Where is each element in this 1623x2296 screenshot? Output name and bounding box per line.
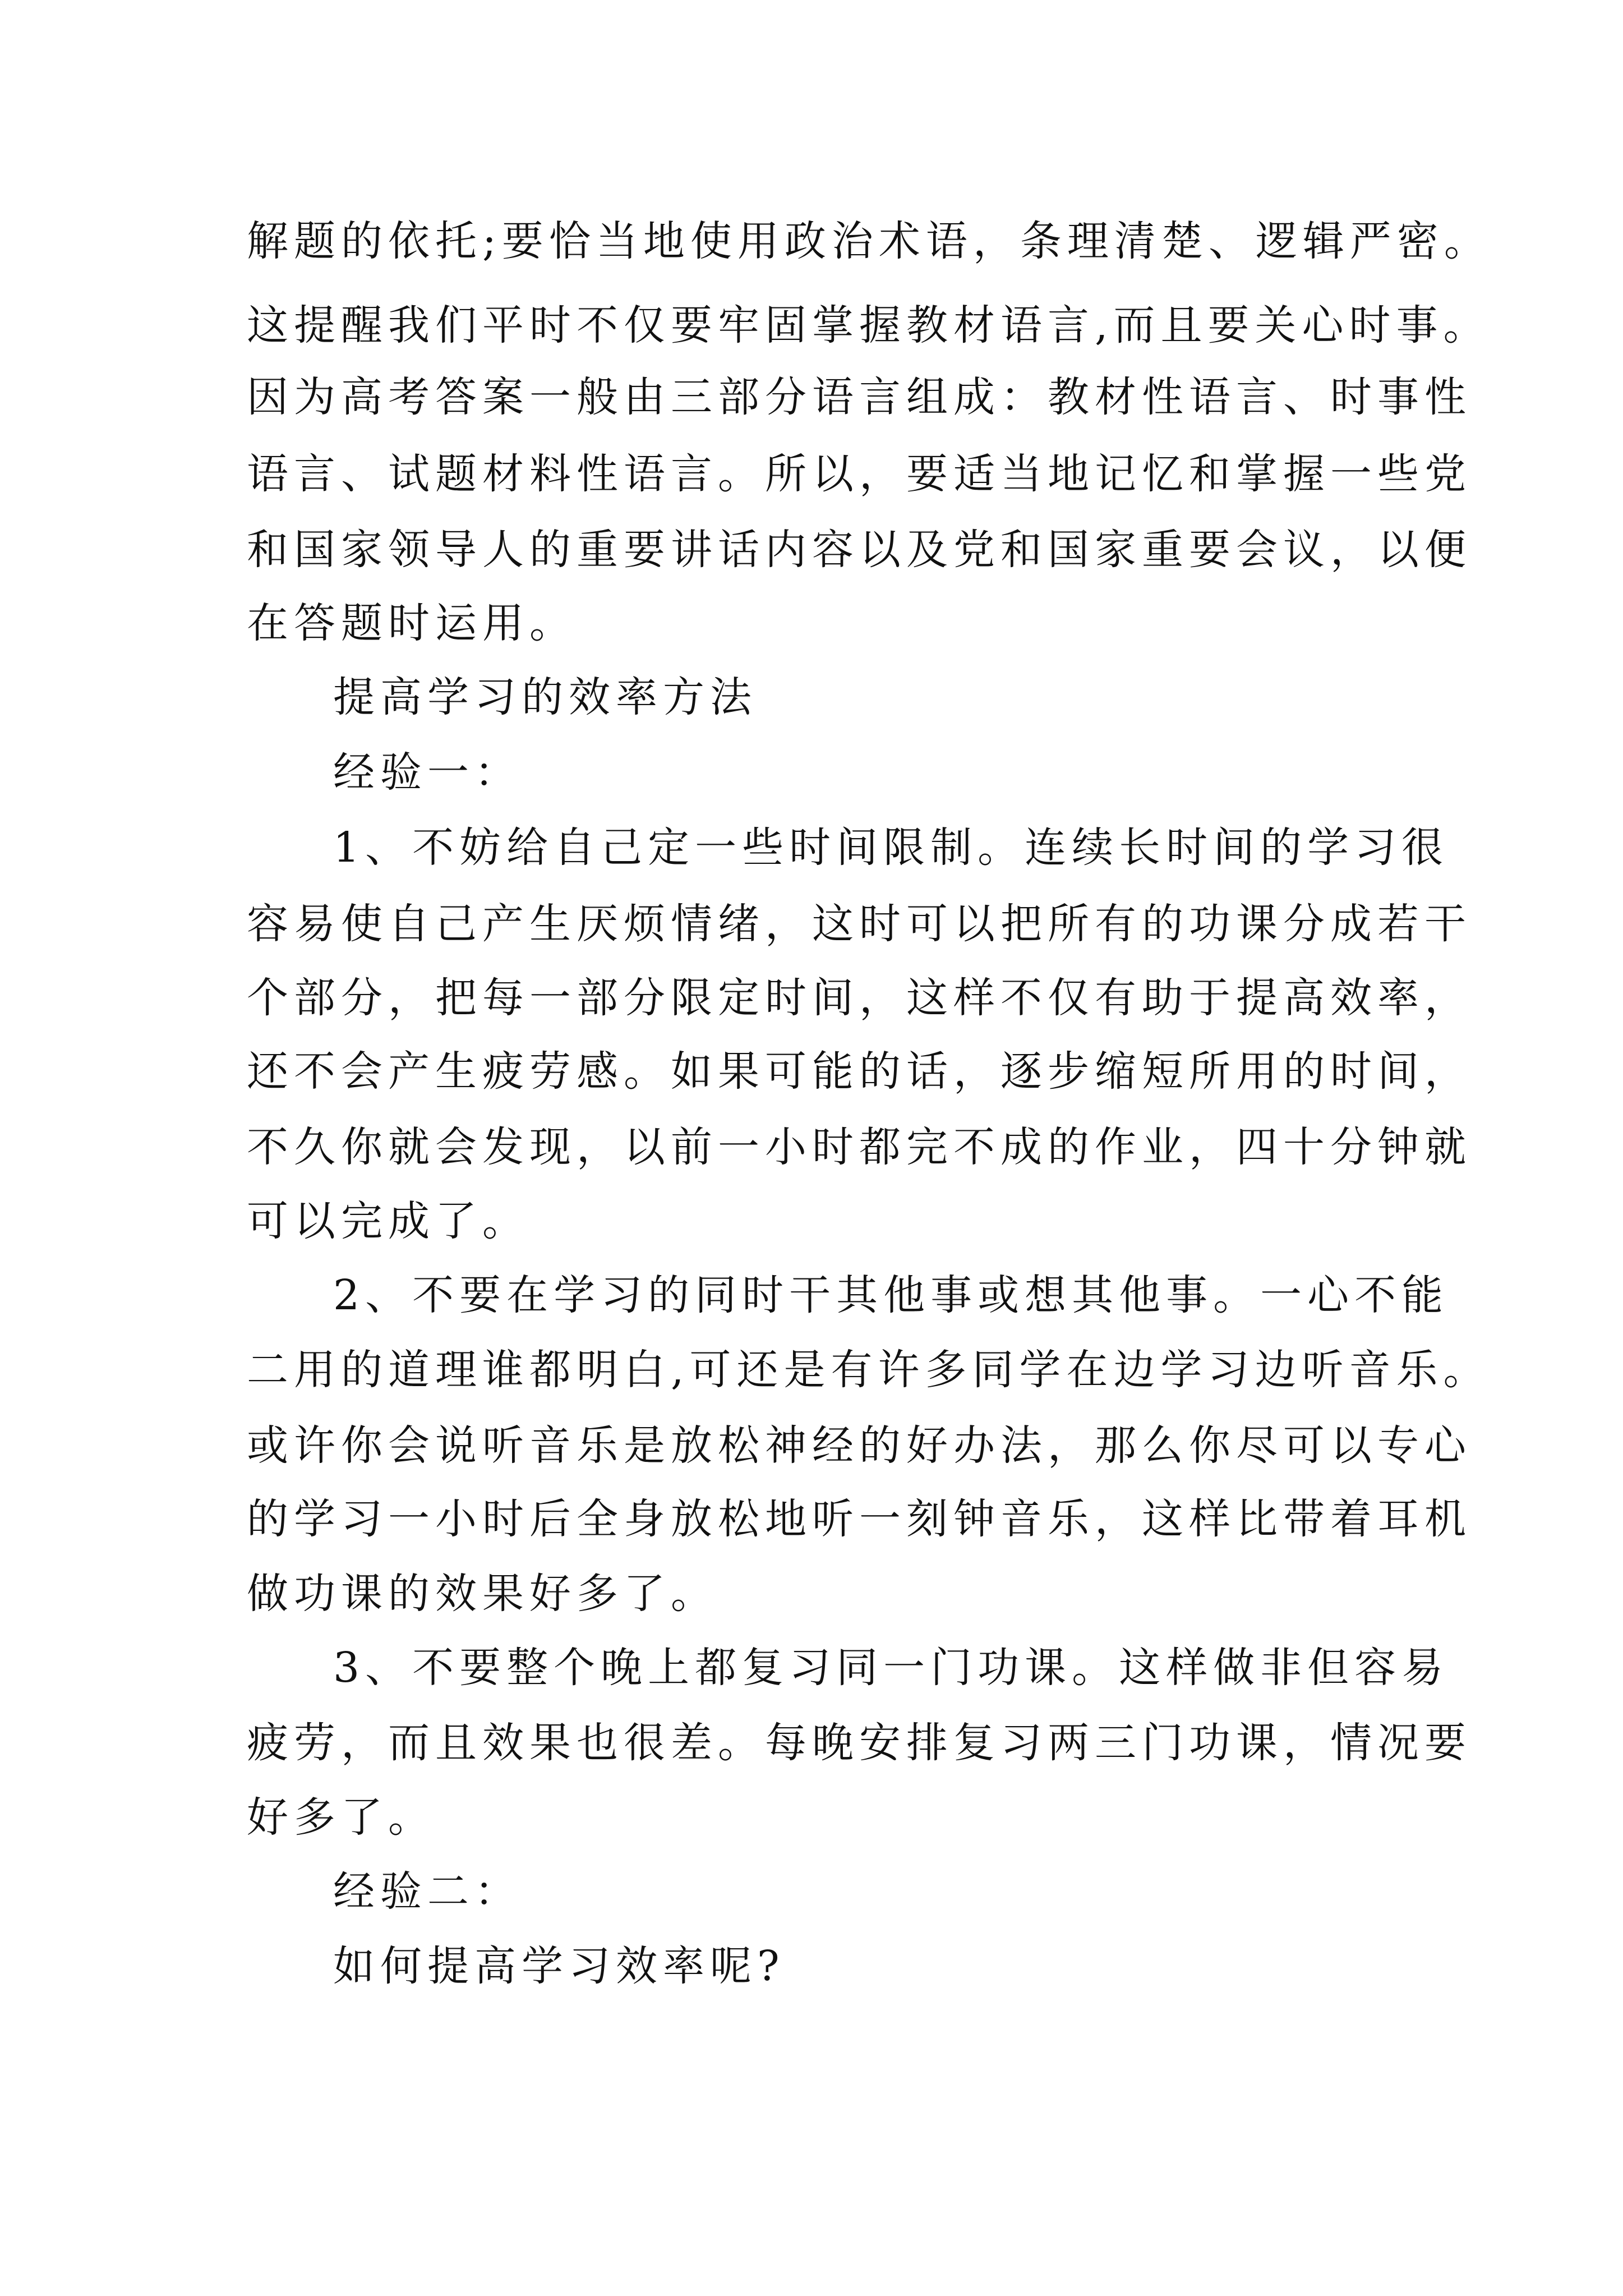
text-line: 做功课的效果好多了。 (247, 1570, 718, 1618)
text-line: 1、不妨给自己定一些时间限制。连续长时间的学习很 (333, 823, 1449, 872)
text-line: 这提醒我们平时不仅要牢固掌握教材语言,而且要关心时事。 (247, 301, 1491, 349)
section-heading: 提高学习的效率方法 (333, 673, 757, 721)
text-line: 还不会产生疲劳感。如果可能的话，逐步缩短所用的时间， (247, 1047, 1472, 1096)
text-line: 二用的道理谁都明白,可还是有许多同学在边学习边听音乐。 (247, 1346, 1491, 1394)
text-line: 因为高考答案一般由三部分语言组成：教材性语言、时事性 (247, 373, 1472, 421)
text-line: 在答题时运用。 (247, 599, 577, 647)
text-line: 如何提高学习效率呢? (333, 1942, 785, 1990)
text-line: 或许你会说听音乐是放松神经的好办法，那么你尽可以专心 (247, 1421, 1472, 1470)
subsection-heading: 经验一： (333, 748, 522, 797)
text-line: 容易使自己产生厌烦情绪，这时可以把所有的功课分成若干 (247, 900, 1472, 948)
text-line: 不久你就会发现，以前一小时都完不成的作业，四十分钟就 (247, 1123, 1472, 1171)
text-line: 可以完成了。 (247, 1197, 529, 1245)
text-line: 疲劳，而且效果也很差。每晚安排复习两三门功课，情况要 (247, 1719, 1472, 1767)
text-line: 和国家领导人的重要讲话内容以及党和国家重要会议，以便 (247, 526, 1472, 574)
subsection-heading: 经验二： (333, 1867, 522, 1916)
text-line: 好多了。 (247, 1793, 435, 1842)
text-line: 2、不要在学习的同时干其他事或想其他事。一心不能 (333, 1271, 1449, 1319)
text-line: 个部分，把每一部分限定时间，这样不仅有助于提高效率， (247, 974, 1472, 1022)
text-line: 解题的依托;要恰当地使用政治术语，条理清楚、逻辑严密。 (247, 217, 1491, 265)
text-line: 的学习一小时后全身放松地听一刻钟音乐，这样比带着耳机 (247, 1495, 1472, 1543)
text-line: 3、不要整个晚上都复习同一门功课。这样做非但容易 (333, 1644, 1449, 1692)
text-line: 语言、试题材料性语言。所以，要适当地记忆和掌握一些党 (247, 450, 1472, 498)
